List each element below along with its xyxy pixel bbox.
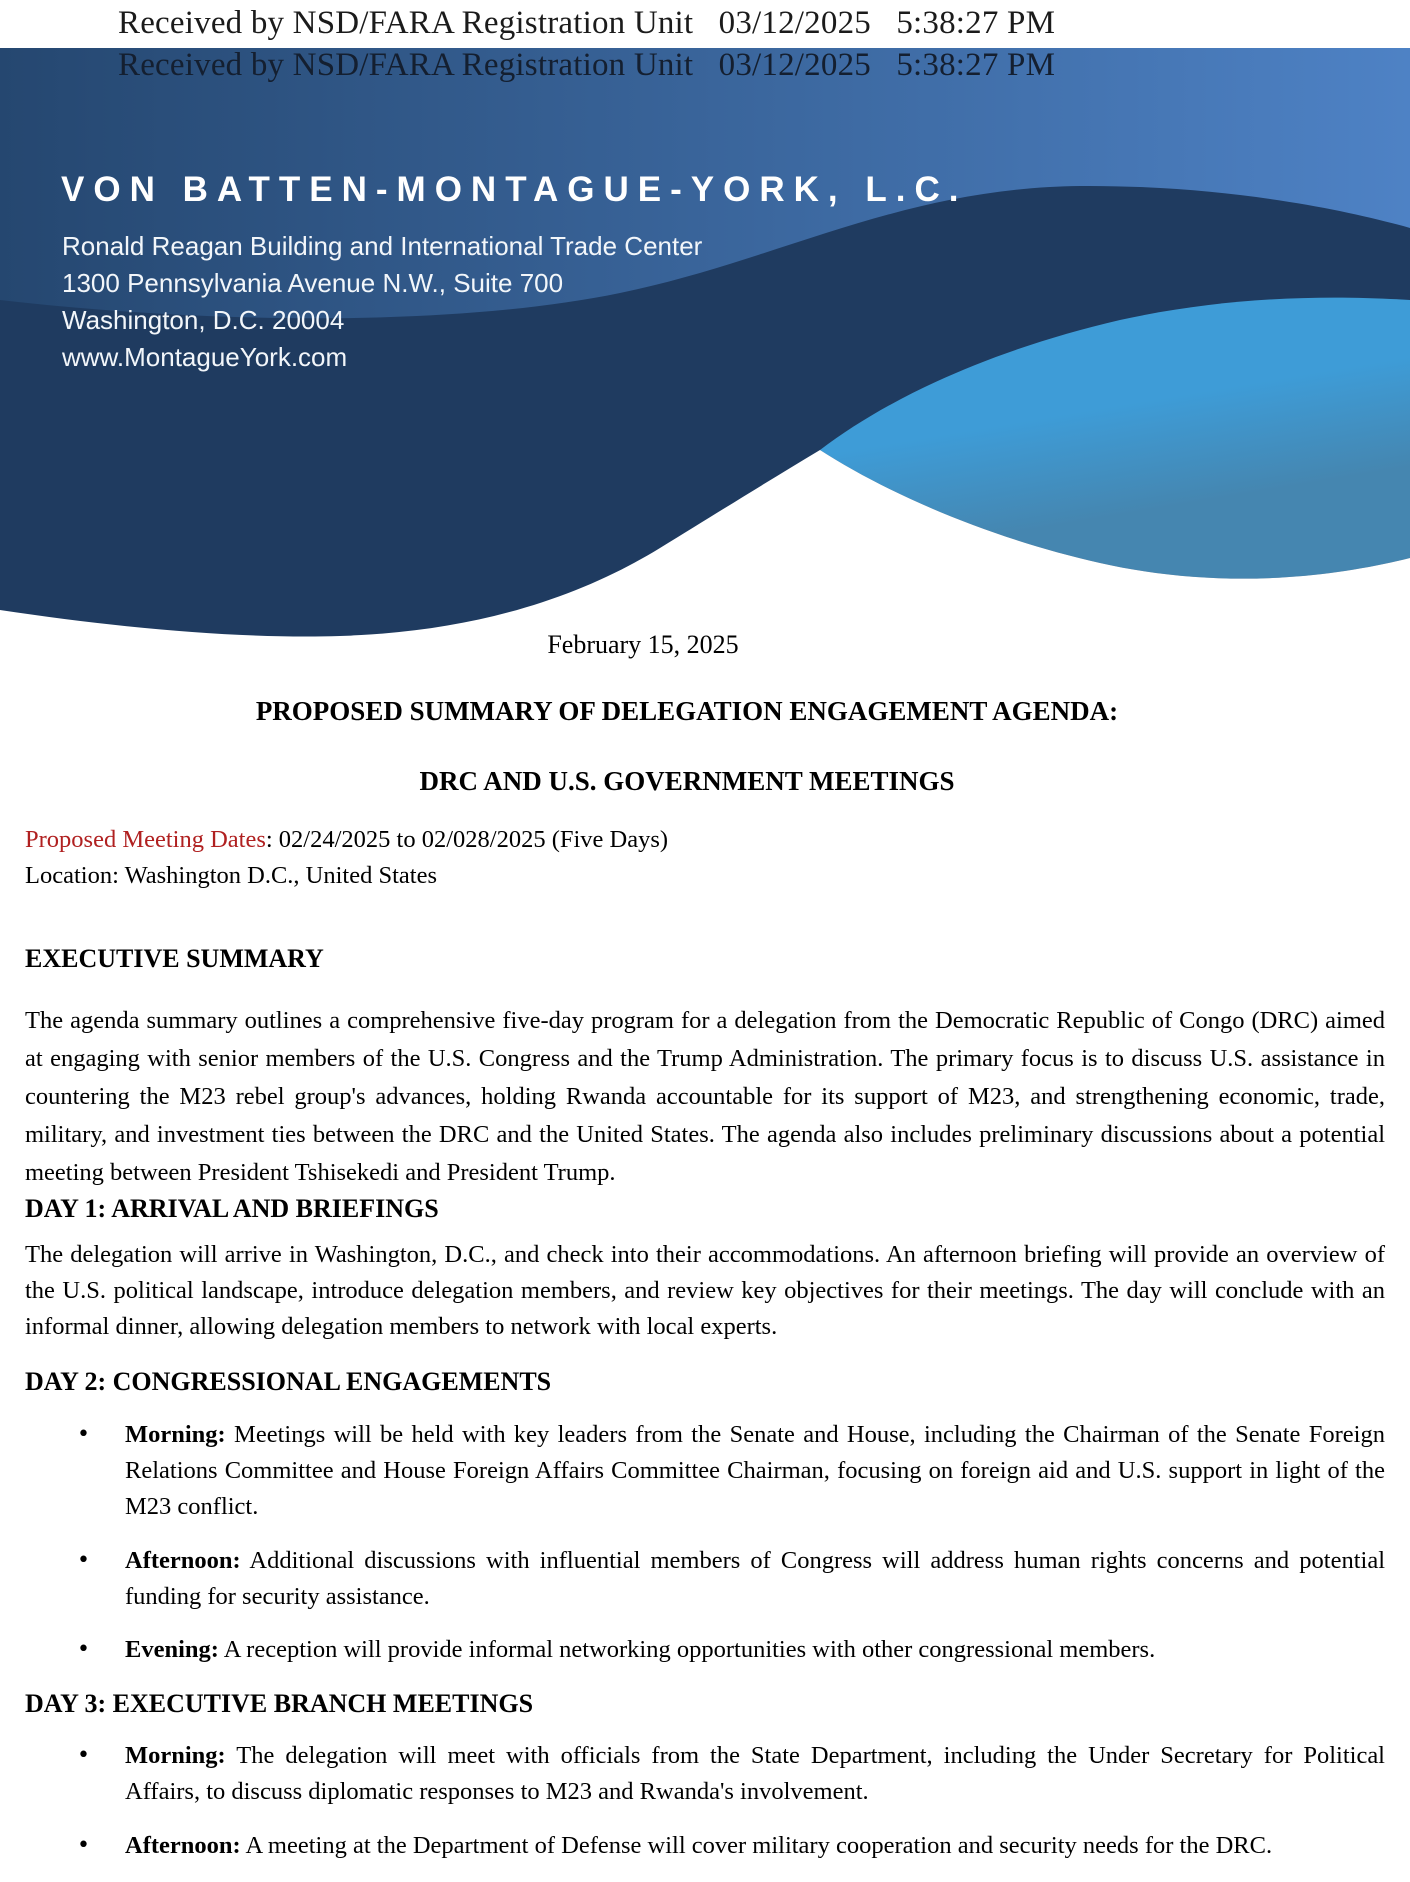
bullet-label: Morning: bbox=[125, 1421, 226, 1448]
bullet-label: Afternoon: bbox=[125, 1547, 241, 1574]
day-3-bullet-afternoon bbox=[25, 1828, 1385, 1864]
bullet-label: Afternoon: bbox=[125, 1832, 241, 1859]
bullet-text: The delegation will meet with officials from the State Department, including the Under Secretary for Political Affairs, to discuss diplomatic responses to M23 and Rwanda's involvement. bbox=[125, 1742, 1385, 1805]
address-line-2: 1300 Pennsylvania Avenue N.W., Suite 700 bbox=[62, 268, 564, 298]
meeting-dates-value: : 02/24/2025 to 02/028/2025 (Five Days) bbox=[265, 826, 669, 853]
company-name: VON BATTEN-MONTAGUE-YORK, L.C. bbox=[61, 170, 968, 209]
bullet-label: Morning: bbox=[125, 1742, 226, 1769]
document-date: February 15, 2025 bbox=[547, 630, 739, 659]
day-1-paragraph: The delegation will arrive in Washington, D.C., and check into their accommodations. An afternoon briefing will provide an overview of the U.S. political landscape, introduce delegation members, and review key objectives for their meetings. The day will conclude with an informal dinner, allowing delegation members to network with local experts. bbox=[25, 1241, 1385, 1340]
day-3-bullet-morning bbox=[25, 1738, 1385, 1810]
day-2-bullet-morning bbox=[25, 1417, 1385, 1525]
bullet-icon: • bbox=[77, 1743, 90, 1768]
bullet-icon: • bbox=[77, 1833, 90, 1858]
bullet-text: A meeting at the Department of Defense will cover military cooperation and security needs for the DRC. bbox=[240, 1832, 1273, 1859]
fara-received-stamp-line-1: Received by NSD/FARA Registration Unit 03/12/2025 5:38:27 PM bbox=[118, 5, 1056, 41]
section-heading-day-2: DAY 2: CONGRESSIONAL ENGAGEMENTS bbox=[25, 1367, 552, 1396]
bullet-icon: • bbox=[77, 1637, 90, 1662]
address-line-3: Washington, D.C. 20004 bbox=[62, 305, 345, 335]
doc-title-line-2: DRC AND U.S. GOVERNMENT MEETINGS bbox=[419, 766, 955, 796]
section-heading-executive-summary: EXECUTIVE SUMMARY bbox=[25, 944, 324, 973]
day-2-bullet-afternoon bbox=[25, 1543, 1385, 1615]
address-line-1: Ronald Reagan Building and International Trade Center bbox=[62, 231, 703, 261]
bullet-icon: • bbox=[77, 1548, 90, 1573]
executive-summary-paragraph: The agenda summary outlines a comprehensive five-day program for a delegation from the Democratic Republic of Congo (DRC) aimed at engaging with senior members of the U.S. Congress and the Trump Administration. The primary focus is to discuss U.S. assistance in countering the M23 rebel group's advances, holding Rwanda accountable for its support of M23, and strengthening economic, trade, military, and investment ties between the DRC and the United States. The agenda also includes preliminary discussions about a potential meeting between President Tshisekedi and President Trump. bbox=[25, 1007, 1385, 1186]
doc-title-line-1: PROPOSED SUMMARY OF DELEGATION ENGAGEMENT AGENDA: bbox=[255, 696, 1119, 726]
section-heading-day-1: DAY 1: ARRIVAL AND BRIEFINGS bbox=[25, 1194, 439, 1223]
meeting-dates-line bbox=[25, 822, 1385, 858]
website-url: www.MontagueYork.com bbox=[62, 342, 348, 372]
meeting-dates-label: Proposed Meeting Dates bbox=[25, 826, 266, 853]
bullet-text: Additional discussions with influential members of Congress will address human rights concerns and potential funding for security assistance. bbox=[125, 1547, 1385, 1610]
bullet-text: A reception will provide informal networking opportunities with other congressional members. bbox=[218, 1636, 1156, 1663]
bullet-icon: • bbox=[77, 1422, 90, 1447]
fara-received-stamp-line-2: Received by NSD/FARA Registration Unit 03/12/2025 5:38:27 PM bbox=[118, 47, 1056, 83]
section-heading-day-3: DAY 3: EXECUTIVE BRANCH MEETINGS bbox=[25, 1689, 534, 1718]
location-line: Location: Washington D.C., United States bbox=[25, 862, 437, 889]
bullet-label: Evening: bbox=[125, 1636, 219, 1663]
bullet-text: Meetings will be held with key leaders from the Senate and House, including the Chairman of the Senate Foreign Relations Committee and House Foreign Affairs Committee Chairman, focusing on foreign aid and U.S. support in light of the M23 conflict. bbox=[125, 1421, 1385, 1520]
day-2-bullet-evening bbox=[25, 1632, 1385, 1668]
